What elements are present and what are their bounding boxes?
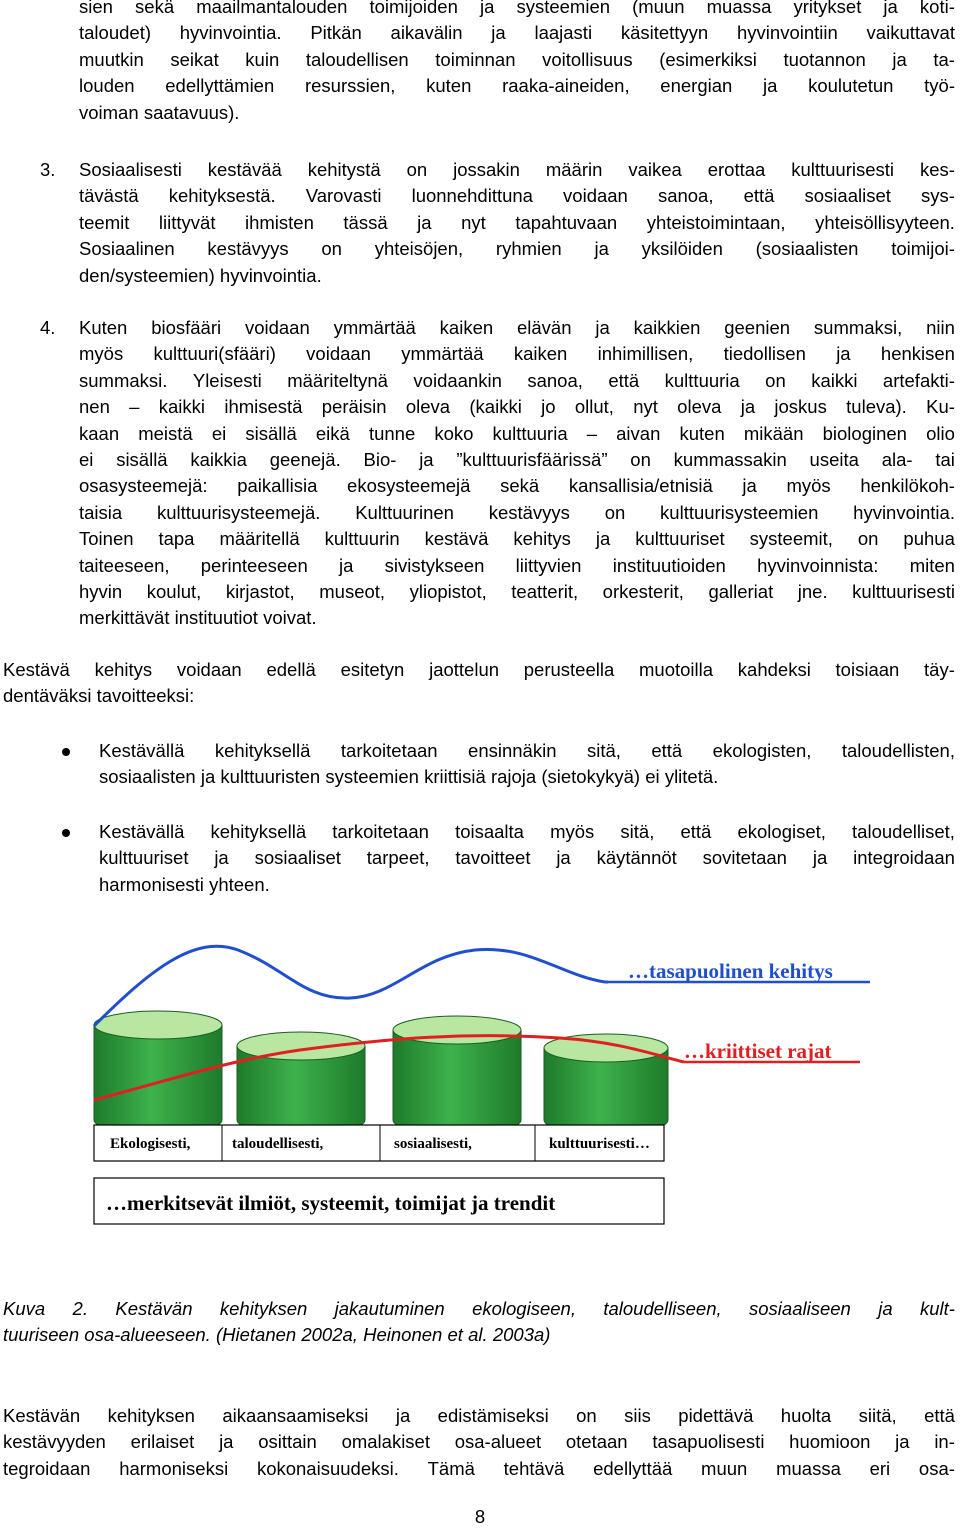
category-label-social: sosiaalisesti, <box>394 1136 472 1152</box>
text-line: myös kulttuuri(sfääri) voidaan ymmärtää kaiken inhimillisen, tiedollisen ja henkisen <box>79 343 955 365</box>
paragraph-item3 <box>79 157 955 289</box>
text-line: osasysteemejä: paikallisia ekosysteemejä sekä kansallisia/etnisiä ja myös henkilökoh- <box>79 475 955 497</box>
text-line: Sosiaalisesti kestävää kehitystä on jossakin määrin vaikea erottaa kulttuurisesti kes- <box>79 159 955 180</box>
list-number-3: 3. <box>40 159 56 180</box>
text-line: Kestävällä kehityksellä tarkoitetaan toisaalta myös sitä, että ekologiset, taloudelliset, <box>99 821 955 842</box>
text-line: harmonisesti yhteen. <box>99 873 270 895</box>
cylinder-top <box>237 1032 365 1060</box>
paragraph-bottom <box>3 1403 955 1482</box>
bullet-icon <box>62 829 70 837</box>
text-line: sien sekä maailmantalouden toimijoiden ja systeemien (muun muassa yritykset ja koti- <box>79 0 955 17</box>
phenomena-label: …merkitsevät ilmiöt, systeemit, toimijat ja trendit <box>106 1191 556 1215</box>
phenomena-box <box>94 1178 664 1224</box>
cylinder <box>393 1016 521 1134</box>
text-line: Kestävän kehityksen aikaansaamiseksi ja edistämiseksi on siis pidettävä huolta siitä, että <box>3 1405 955 1426</box>
category-box <box>94 1125 664 1161</box>
text-line: kulttuuriset ja sosiaaliset tarpeet, tavoitteet ja käytännöt sovitetaan ja integroidaan <box>99 847 955 869</box>
text-line: Toinen tapa määritellä kulttuurin kestävä kehitys ja kulttuuriset systeemit, on puhua <box>79 528 955 550</box>
text-line: sosiaalisten ja kulttuuristen systeemien kriittisiä rajoja (sietokykyä) ei ylitetä. <box>99 766 719 788</box>
text-line: taisia kulttuurisysteemejä. Kulttuurinen kestävyys on kulttuurisysteemien hyvinvointia. <box>79 501 955 523</box>
text-line: kaan meistä ei sisällä eikä tunne koko kulttuuria – aivan kuten mikään biologinen olio <box>79 422 955 444</box>
page-number: 8 <box>474 1506 486 1527</box>
text-line: Sosiaalinen kestävyys on yhteisöjen, ryhmien ja yksilöiden (sosiaalisten toimijoi- <box>79 238 955 260</box>
text-line: Kuten biosfääri voidaan ymmärtää kaiken elävän ja kaikkien geenien summaksi, niin <box>79 317 955 338</box>
text-line: teemit liittyvät ihmisten tässä ja nyt tapahtuvaan yhteistoimintaan, yhteisöllisyyteen. <box>79 211 955 233</box>
balance-label: …tasapuolinen kehitys <box>628 959 833 983</box>
text-line: dentäväksi tavoitteeksi: <box>3 685 195 707</box>
text-line: tävästä kehityksestä. Varovasti luonnehdittuna voidaan sanoa, että sosiaaliset sys- <box>79 185 955 207</box>
paragraph-item2-continued <box>79 0 955 126</box>
figure-caption <box>3 1296 955 1349</box>
cylinder <box>544 1034 668 1134</box>
text-line: nen – kaikki ihmisestä peräisin oleva (kaikki jo ollut, nyt oleva ja joskus tuleva). Ku- <box>79 396 955 418</box>
category-label-economic: taloudellisesti, <box>232 1136 324 1152</box>
text-line: ei sisällä kaikkia geenejä. Bio- ja ”kulttuurisfäärissä” on kummassakin useita ala- tai <box>79 449 955 471</box>
text-line: voiman saatavuus). <box>79 101 240 123</box>
bullet-icon <box>62 748 70 756</box>
text-line: den/systeemien) hyvinvointia. <box>79 264 322 286</box>
sustainability-diagram <box>0 920 960 1250</box>
cylinder-group <box>94 1011 668 1134</box>
cylinder-body <box>393 1030 521 1134</box>
text-line: kestävyyden erilaiset ja osittain omalakiset osa-alueet otetaan tasapuolisesti huomioon ja in- <box>3 1431 955 1453</box>
text-line: louden edellyttämien resurssien, kuten raaka-aineiden, energian ja koulutetun työ- <box>79 75 955 97</box>
text-line: taiteeseen, perinteeseen ja sivistykseen liittyvien instituutioiden hyvinvoinnista: miten <box>79 554 955 576</box>
cylinder <box>94 1011 222 1134</box>
cylinder <box>237 1032 365 1134</box>
text-line: Kestävällä kehityksellä tarkoitetaan ensinnäkin sitä, että ekologisten, taloudellisten, <box>99 740 955 761</box>
text-line: summaksi. Yleisesti määriteltynä voidaankin sanoa, että kulttuuria on kaikki artefakti- <box>79 369 955 391</box>
text-line: muutkin seikat kuin taloudellisen toiminnan voitollisuus (esimerkiksi tuotannon ja ta- <box>79 48 955 70</box>
bullet-item-2 <box>99 819 955 898</box>
paragraph-item4 <box>79 315 955 632</box>
text-line: tuuriseen osa-alueeseen. (Hietanen 2002a, Heinonen et al. 2003a) <box>3 1324 551 1346</box>
text-line: hyvin koulut, kirjastot, museot, yliopistot, teatterit, orkesterit, galleriat jne. kulttuurisesti <box>79 581 955 603</box>
bullet-item-1 <box>99 738 955 791</box>
text-line: taloudet) hyvinvointia. Pitkän aikavälin ja laajasti käsitettyyn hyvinvointiin vaikuttavat <box>79 22 955 44</box>
cylinder-top <box>94 1011 222 1039</box>
text-line: Kestävä kehitys voidaan edellä esitetyn jaottelun perusteella muotoilla kahdeksi toisiaan täy- <box>3 659 955 680</box>
cylinder-body <box>94 1025 222 1134</box>
text-line: merkittävät instituutiot voivat. <box>79 607 317 629</box>
text-line: Kuva 2. Kestävän kehityksen jakautuminen ekologiseen, taloudelliseen, sosiaaliseen ja kult- <box>3 1298 955 1319</box>
text-line: tegroidaan harmoniseksi kokonaisuudeksi. Tämä tehtävä edellyttää muun muassa eri osa- <box>3 1457 955 1479</box>
category-label-cultural: kulttuurisesti… <box>549 1136 650 1152</box>
category-label-ecological: Ekologisesti, <box>110 1136 191 1152</box>
limits-label: …kriittiset rajat <box>684 1039 832 1063</box>
list-number-4: 4. <box>40 317 56 338</box>
paragraph-intro <box>3 657 955 710</box>
